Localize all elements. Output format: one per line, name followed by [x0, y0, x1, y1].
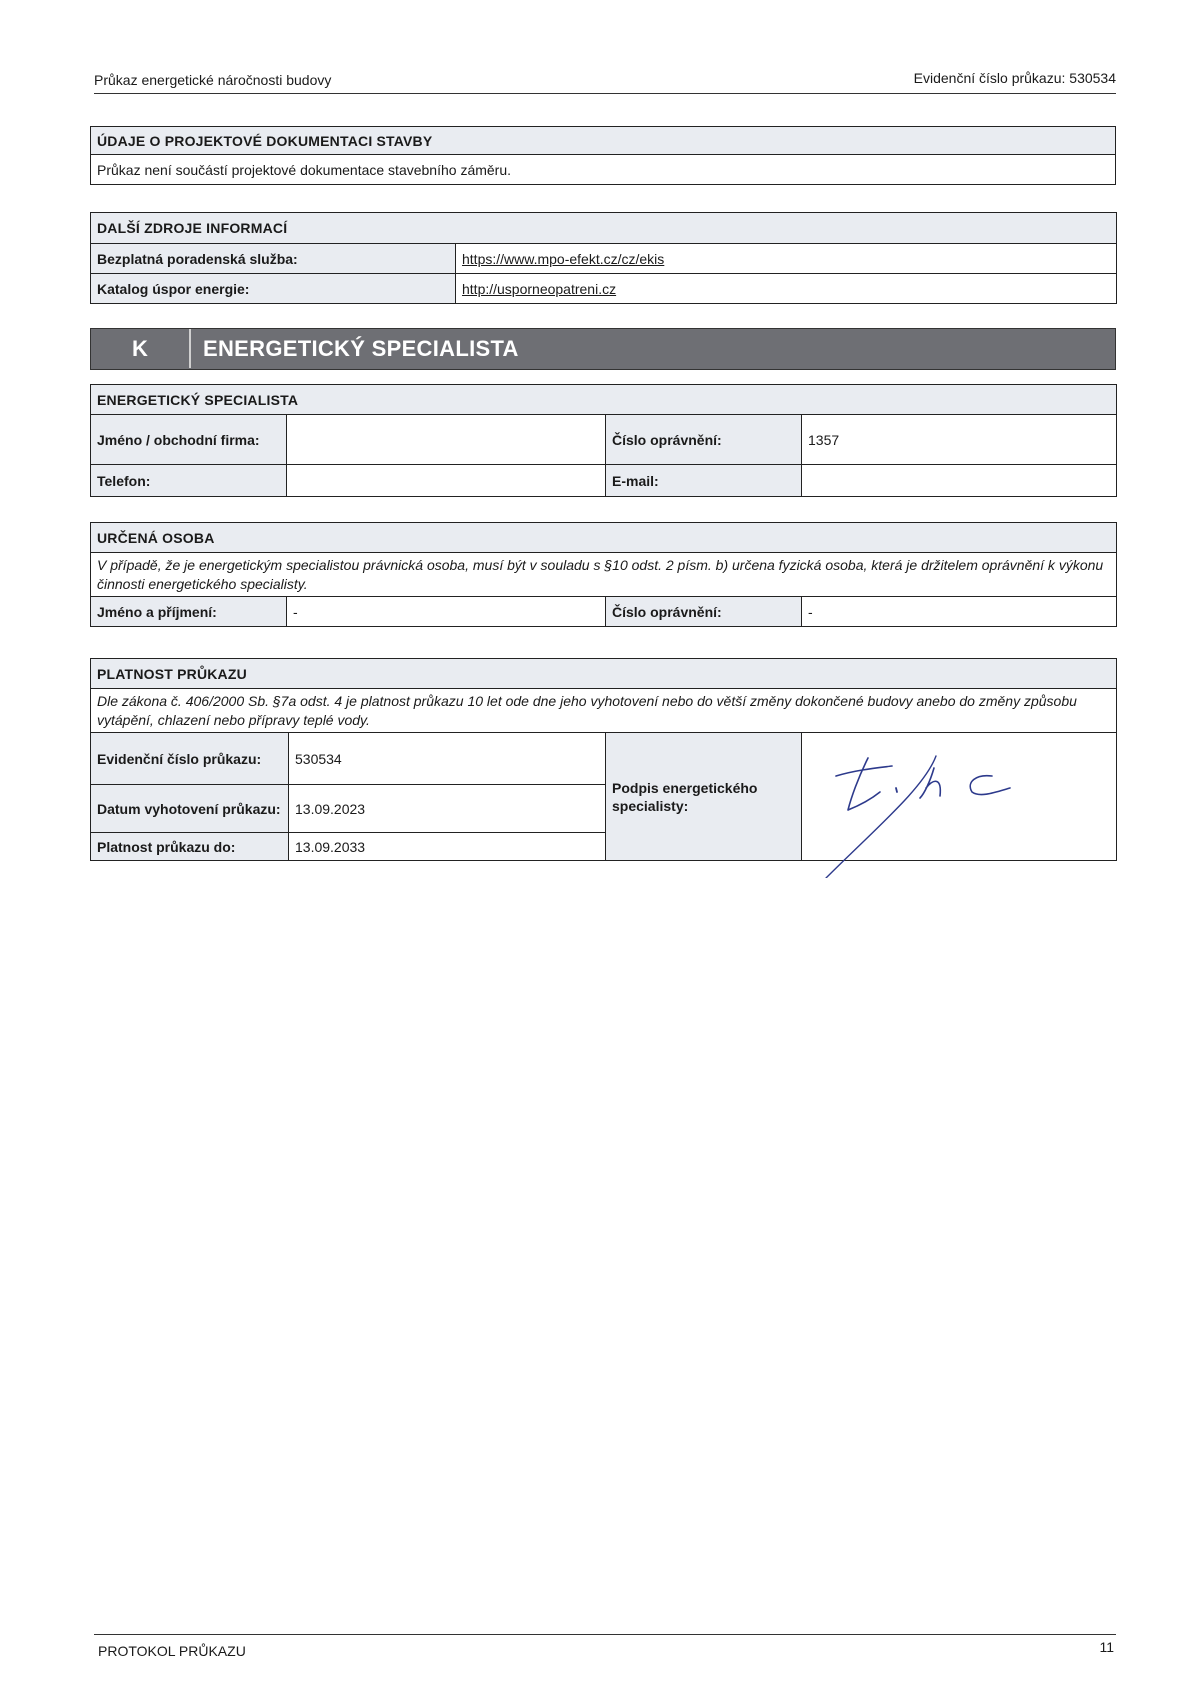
advisory-service-label: Bezplatná poradenská služba: [91, 244, 456, 274]
table-row [91, 274, 1117, 304]
valid-until-value: 13.09.2033 [289, 833, 606, 861]
specialist-email-label: E-mail: [606, 465, 802, 497]
savings-catalog-label: Katalog úspor energie: [91, 274, 456, 304]
validity-heading: PLATNOST PRŮKAZU [91, 659, 1117, 689]
specialist-license-label: Číslo oprávnění: [606, 415, 802, 465]
page-number: 11 [1099, 1639, 1114, 1655]
specialist-name-label: Jméno / obchodní firma: [91, 415, 287, 465]
specialist-name-value [287, 415, 606, 465]
advisory-service-link[interactable]: https://www.mpo-efekt.cz/cz/ekis [456, 244, 1117, 274]
signature-label: Podpis energetického specialisty: [606, 733, 802, 861]
specialist-phone-label: Telefon: [91, 465, 287, 497]
savings-catalog-link[interactable]: http://usporneopatreni.cz [456, 274, 1117, 304]
section-title: ENERGETICKÝ SPECIALISTA [203, 336, 519, 361]
evidence-number-label-cell: Evidenční číslo průkazu: [91, 733, 289, 785]
footer-label: PROTOKOL PRŮKAZU [98, 1643, 246, 1659]
specialist-license-value: 1357 [802, 415, 1117, 465]
table-row [91, 465, 1117, 497]
other-sources-table [90, 212, 1117, 304]
evidence-number-header [914, 70, 1116, 86]
designated-name-value: - [287, 597, 606, 627]
other-sources-heading: DALŠÍ ZDROJE INFORMACÍ [91, 213, 1117, 244]
issue-date-value: 13.09.2023 [289, 785, 606, 833]
page-header [94, 68, 1116, 94]
energy-specialist-heading: ENERGETICKÝ SPECIALISTA [91, 385, 1117, 415]
section-letter: K [91, 329, 191, 368]
evidence-number-value: 530534 [1069, 70, 1116, 86]
table-row [91, 244, 1117, 274]
validity-note: Dle zákona č. 406/2000 Sb. §7a odst. 4 je platnost průkazu 10 let ode dne jeho vyhotovení nebo do větší změny dokončené budovy anebo do změny způsobu vytápění, chlazení nebo přípravy teplé vody. [91, 689, 1117, 733]
energy-specialist-table [90, 384, 1117, 497]
table-row [91, 415, 1117, 465]
project-documentation-heading: ÚDAJE O PROJEKTOVÉ DOKUMENTACI STAVBY [91, 127, 1116, 155]
handwritten-signature [796, 748, 1036, 878]
designated-license-value: - [802, 597, 1117, 627]
page-footer [94, 1634, 1116, 1664]
designated-person-note: V případě, že je energetickým specialistou právnická osoba, musí být v souladu s §10 odst. 2 písm. b) určena fyzická osoba, která je držitelem oprávnění k výkonu činnosti energetického specialisty. [91, 553, 1117, 597]
designated-name-label: Jméno a příjmení: [91, 597, 287, 627]
designated-person-table [90, 522, 1117, 627]
project-documentation-table [90, 126, 1116, 185]
evidence-number-label: Evidenční číslo průkazu: [913, 70, 1066, 86]
designated-license-label: Číslo oprávnění: [606, 597, 802, 627]
evidence-number-value-cell: 530534 [289, 733, 606, 785]
specialist-email-value [802, 465, 1117, 497]
document-title: Průkaz energetické náročnosti budovy [94, 72, 332, 88]
valid-until-label: Platnost průkazu do: [91, 833, 289, 861]
designated-person-heading: URČENÁ OSOBA [91, 523, 1117, 553]
issue-date-label: Datum vyhotovení průkazu: [91, 785, 289, 833]
project-documentation-text: Průkaz není součástí projektové dokumentace stavebního záměru. [91, 155, 1116, 185]
section-k-banner [90, 328, 1116, 370]
specialist-phone-value [287, 465, 606, 497]
table-row [91, 597, 1117, 627]
